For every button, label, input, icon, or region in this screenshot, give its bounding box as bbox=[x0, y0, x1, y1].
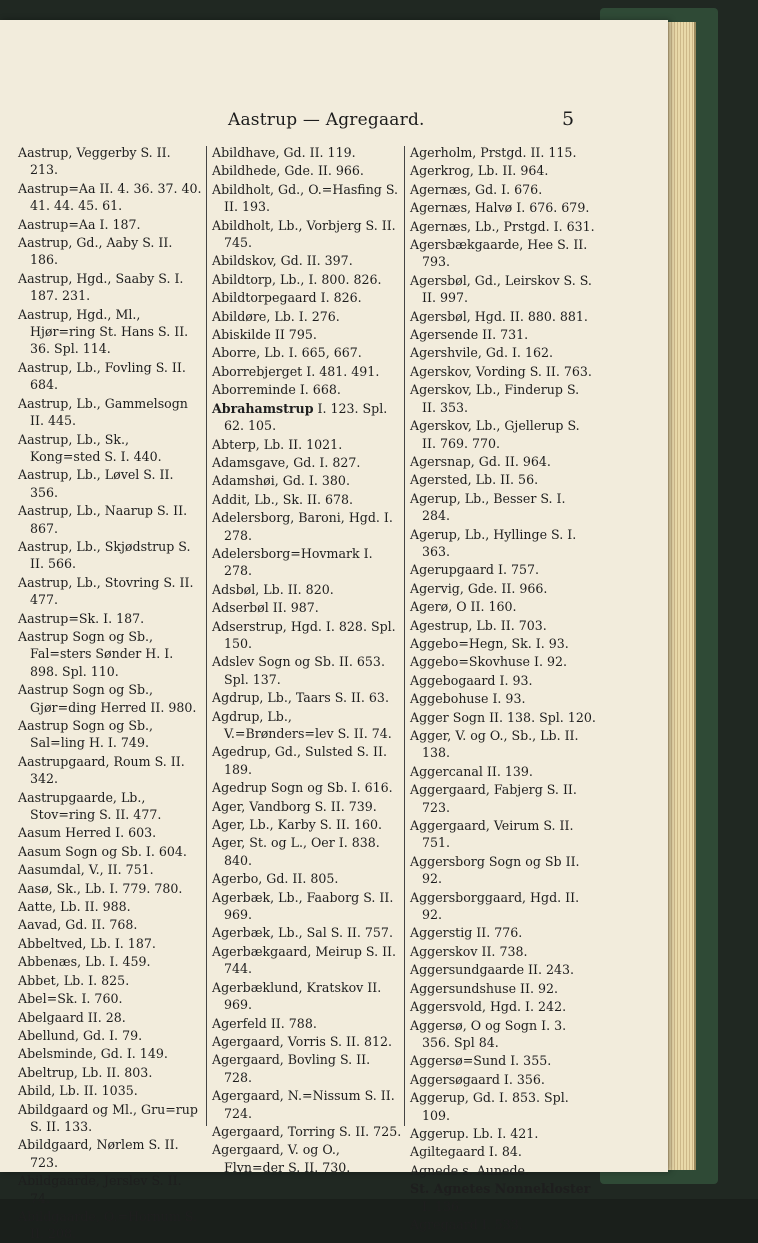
index-entry: Abildholt, Lb., Vorbjerg S. II. 745. bbox=[212, 217, 396, 251]
index-entry: Abellund, Gd. I. 79. bbox=[18, 1027, 143, 1043]
index-entry: Abel=Sk. I. 760. bbox=[18, 991, 123, 1007]
index-entry: Aggersborggaard, Hgd. II. 92. bbox=[410, 889, 580, 923]
index-entry: Aborreminde I. 668. bbox=[212, 382, 341, 398]
index-entry: Adsbøl, Lb. II. 820. bbox=[212, 581, 334, 597]
index-entry: Aggergaard, Fabjerg S. II. 723. bbox=[410, 782, 577, 815]
index-entry: Abiskilde II 795. bbox=[212, 327, 317, 343]
index-entry: Abelgaard II. 28. bbox=[18, 1009, 126, 1025]
index-entry: Abbeltved, Lb. I. 187. bbox=[18, 935, 156, 951]
index-entry: Aasum Herred I. 603. bbox=[18, 825, 157, 841]
index-entry: Agernæs, Halvø I. 676. 679. bbox=[410, 200, 590, 216]
index-entry: Abbenæs, Lb. I. 459. bbox=[18, 954, 151, 970]
index-entry: Agedrup, Gd., Sulsted S. II. 189. bbox=[212, 744, 387, 777]
index-entry: Agerskov, Lb., Finderup S. II. 353. bbox=[410, 382, 580, 415]
index-entry: Agerbo, Gd. II. 805. bbox=[212, 871, 339, 887]
index-entry: Agerbækgaard, Meirup S. II. 744. bbox=[212, 943, 397, 977]
index-entry: Agerfeld II. 788. bbox=[212, 1015, 317, 1031]
index-entry: Aggercanal II. 139. bbox=[410, 763, 533, 779]
index-entry: Abildgaard, Nørlem S. II. 723. bbox=[18, 1137, 179, 1170]
index-entry: Agergaard, Bovling S. II. 728. bbox=[212, 1052, 371, 1085]
index-entry: Aggebo=Skovhuse I. 92. bbox=[410, 654, 567, 670]
index-entry: Aastrup=Sk. I. 187. bbox=[18, 610, 145, 626]
page-header bbox=[0, 102, 668, 132]
index-entry: Aggersundgaarde II. 243. bbox=[410, 962, 575, 978]
index-entry: Aastrup, Gd., Aaby S. II. 186. bbox=[18, 235, 173, 268]
index-entry: Ager, Vandborg S. II. 739. bbox=[212, 798, 377, 814]
index-entry: Abildgaard og Ml., Gru=rup S. II. 133. bbox=[18, 1101, 198, 1134]
index-entry: Aggergaard, Veirum S. II. 751. bbox=[410, 818, 574, 851]
index-entry: Agerbæk, Lb., Faaborg S. II. 969. bbox=[212, 889, 394, 923]
index-entry: Aggersundshuse II. 92. bbox=[410, 980, 559, 996]
index-entry: Agerup, Lb., Hyllinge S. I. 363. bbox=[410, 526, 577, 559]
index-entry: Agergaard, V. og O., Flyn=der S. II. 730. bbox=[212, 1142, 351, 1175]
index-entry: Aasø, Sk., Lb. I. 779. 780. bbox=[18, 880, 183, 896]
index-entry: Abildholt, Gd., O.=Hasfing S. II. 193. bbox=[212, 181, 399, 215]
index-entry: Adelersborg=Hovmark I. 278. bbox=[212, 545, 373, 579]
index-entry: Aastrup, Lb., Fovling S. II. 684. bbox=[18, 359, 186, 393]
index-entry: Abild, Lb. II. 1035. bbox=[18, 1083, 138, 1099]
index-entry: Abildhave, Gd. II. 119. bbox=[212, 145, 356, 160]
index-entry: Aastrup, Veggerby S. II. 213. bbox=[18, 145, 171, 178]
index-entry: Aggebogaard I. 93. bbox=[410, 672, 533, 688]
index-entry: Aasumdal, V., II. 751. bbox=[18, 862, 154, 878]
index-entry: Aggersborg Sogn og Sb II. 92. bbox=[410, 853, 580, 887]
index-entry: Abelsminde, Gd. I. 149. bbox=[18, 1046, 168, 1062]
index-entry: Abterp, Lb. II. 1021. bbox=[212, 436, 343, 452]
index-entry: Agergaard, Vorris S. II. 812. bbox=[212, 1033, 393, 1049]
index-entry: Agersbøl, Gd., Leirskov S. S. II. 997. bbox=[410, 272, 592, 306]
index-entry: Aastrup, Hgd., Ml., Hjør=ring St. Hans S. II. 36. Spl. 114. bbox=[18, 306, 189, 357]
index-entry: Adserbøl II. 987. bbox=[212, 600, 319, 616]
index-entry: Abildtorpegaard I. 826. bbox=[212, 290, 362, 306]
page-number: 5 bbox=[562, 108, 575, 130]
index-entry: Aastrup, Lb., Gammelsogn II. 445. bbox=[18, 395, 188, 429]
index-entry: Agger Sogn II. 138. Spl. 120. bbox=[410, 709, 596, 725]
index-entry: Aastrup Sogn og Sb., Sal=ling H. I. 749. bbox=[18, 718, 154, 751]
index-entry: Aastrupgaard, Roum S. II. 342. bbox=[18, 753, 185, 787]
index-entry: Aborre, Lb. I. 665, 667. bbox=[212, 345, 362, 361]
index-entry: Agersnap, Gd. II. 964. bbox=[410, 453, 551, 469]
index-entry: Aborrebjerget I. 481. 491. bbox=[212, 363, 380, 379]
running-title: Aastrup — Agregaard. bbox=[228, 110, 425, 130]
index-entry: Adelersborg, Baroni, Hgd. I. 278. bbox=[212, 510, 393, 543]
index-entry: Agernæs, Gd. I. 676. bbox=[410, 181, 543, 197]
index-entry: Agerø, O II. 160. bbox=[410, 599, 517, 615]
index-entry: Agerskov, Vording S. II. 763. bbox=[410, 363, 592, 379]
index-entry: Agerbæklund, Kratskov II. 969. bbox=[212, 979, 382, 1013]
index-entry: Agersted, Lb. II. 56. bbox=[410, 472, 539, 488]
index-entry: Aastrup, Lb., Sk., Kong=sted S. I. 440. bbox=[18, 431, 162, 464]
index-entry: Addit, Lb., Sk. II. 678. bbox=[212, 491, 354, 507]
index-entry: Adslev Sogn og Sb. II. 653. Spl. 137. bbox=[212, 654, 385, 687]
index-entry: Aatte, Lb. II. 988. bbox=[18, 899, 131, 915]
index-entry: Agerup, Lb., Besser S. I. 284. bbox=[410, 490, 566, 524]
index-entry: Abeltrup, Lb. II. 803. bbox=[18, 1064, 153, 1080]
index-entry: Aastrup, Hgd., Saaby S. I. 187. 231. bbox=[18, 270, 184, 304]
index-entry: Aavad, Gd. II. 768. bbox=[18, 917, 138, 933]
index-entry: Aggersø=Sund I. 355. bbox=[410, 1053, 552, 1069]
index-entry: Agedrup Sogn og Sb. I. 616. bbox=[212, 780, 393, 796]
index-entry: Agerholm, Prstgd. II. 115. bbox=[410, 145, 577, 160]
index-entry: Agiltegaard I. 84. bbox=[410, 1144, 522, 1160]
index-entry: Aastrup Sogn og Sb., Gjør=ding Herred II. 980. bbox=[18, 682, 197, 715]
index-entry: Agdrup, Lb., V.=Brønders=lev S. II. 74. bbox=[212, 708, 392, 741]
index-entry: Aastrup, Lb., Løvel S. II. 356. bbox=[18, 467, 174, 500]
page bbox=[0, 20, 668, 1242]
index-entry: Agergaard, N.=Nissum S. II. 724. bbox=[212, 1088, 395, 1121]
index-entry: Aastrup=Aa I. 187. bbox=[18, 216, 141, 232]
index-entry: Agersbøl, Hgd. II. 880. 881. bbox=[410, 308, 588, 324]
index-entry: Aastrup, Lb., Naarup S. II. 867. bbox=[18, 503, 188, 536]
index-entry: Adamsgave, Gd. I. 827. bbox=[212, 454, 361, 470]
index-entry: Agerkrog, Lb. II. 964. bbox=[410, 163, 549, 179]
index-entry: Abildhede, Gde. II. 966. bbox=[212, 163, 364, 179]
index-entry: Abildøre, Lb. I. 276. bbox=[212, 308, 340, 324]
index-entry: Agernæs, Lb., Prstgd. I. 631. bbox=[410, 218, 595, 234]
index-column-1 bbox=[18, 144, 202, 1242]
index-entry: Aastrup Sogn og Sb., Fal=sters Sønder H. I. 898. Spl. 110. bbox=[18, 628, 174, 679]
index-entry: Ager, Lb., Karby S. II. 160. bbox=[212, 817, 382, 833]
index-entry: Agervig, Gde. II. 966. bbox=[410, 580, 548, 596]
index-entry: Agerbæk, Lb., Sal S. II. 757. bbox=[212, 925, 393, 941]
index-entry: Aggerup, Gd. I. 853. Spl. 109. bbox=[410, 1090, 569, 1123]
column-divider bbox=[206, 146, 207, 1126]
index-entry: Ager, St. og L., Oer I. 838. 840. bbox=[212, 835, 380, 868]
index-entry: Aggersøgaard I. 356. bbox=[410, 1071, 545, 1087]
index-entry: Aggerup. Lb. I. 421. bbox=[410, 1125, 539, 1141]
index-entry: Agerskov, Lb., Gjellerup S. II. 769. 770. bbox=[410, 418, 580, 451]
index-entry: Agersende II. 731. bbox=[410, 327, 529, 343]
index-entry: Agergaard, Torring S. II. 725. bbox=[212, 1123, 402, 1139]
index-column-3 bbox=[410, 144, 596, 1232]
index-entry: Aastrup, Lb., Skjødstrup S. II. 566. bbox=[18, 538, 191, 572]
index-entry: Adserstrup, Hgd. I. 828. Spl. 150. bbox=[212, 618, 396, 651]
index-entry: Agershvile, Gd. I. 162. bbox=[410, 345, 553, 361]
index-entry: Agnede s. Aunede. bbox=[410, 1162, 529, 1178]
index-entry: Agger, V. og O., Sb., Lb. II. 138. bbox=[410, 728, 579, 761]
column-divider bbox=[404, 146, 405, 1126]
index-entry: Aastrup, Lb., Stovring S. II. 477. bbox=[18, 574, 194, 608]
index-entry: Agregaard I. 533. bbox=[410, 1216, 523, 1232]
index-entry: Aggebo=Hegn, Sk. I. 93. bbox=[410, 635, 569, 651]
index-entry: Abildgaarde, O.=Hornum S. II. 208. bbox=[18, 1208, 197, 1242]
index-entry: Aggerskov II. 738. bbox=[410, 943, 528, 959]
index-entry: Abbet, Lb. I. 825. bbox=[18, 972, 130, 988]
index-entry: Agdrup, Lb., Taars S. II. 63. bbox=[212, 690, 389, 706]
index-entry: Agersbækgaarde, Hee S. II. 793. bbox=[410, 237, 588, 270]
index-entry: Abildtorp, Lb., I. 800. 826. bbox=[212, 271, 382, 287]
index-column-2 bbox=[212, 144, 402, 1175]
index-entry: Agestrup, Lb. II. 703. bbox=[410, 617, 547, 633]
index-entry: Aggersø, O og Sogn I. 3. 356. Spl 84. bbox=[410, 1017, 567, 1050]
index-entry: Aggebohuse I. 93. bbox=[410, 691, 526, 707]
index-entry: Abrahamstrup I. 123. Spl. 62. 105. bbox=[212, 400, 388, 434]
index-entry: Abildgaarde, Jerslev S. II. 74. bbox=[18, 1173, 182, 1206]
index-entry: Aastrupgaarde, Lb., Stov=ring S. II. 477. bbox=[18, 789, 162, 823]
index-entry: Agerupgaard I. 757. bbox=[410, 562, 539, 578]
index-entry: St. Agnetes Nonnekloster I. 136. bbox=[410, 1181, 591, 1214]
index-entry: Aggersvold, Hgd. I. 242. bbox=[410, 999, 567, 1015]
index-entry: Adamshøi, Gd. I. 380. bbox=[212, 473, 350, 489]
index-entry: Aggerstig II. 776. bbox=[410, 925, 523, 941]
index-entry: Abildskov, Gd. II. 397. bbox=[212, 253, 353, 269]
index-entry: Aastrup=Aa II. 4. 36. 37. 40. 41. 44. 45. 61. bbox=[18, 180, 202, 214]
index-entry: Aasum Sogn og Sb. I. 604. bbox=[18, 843, 187, 859]
